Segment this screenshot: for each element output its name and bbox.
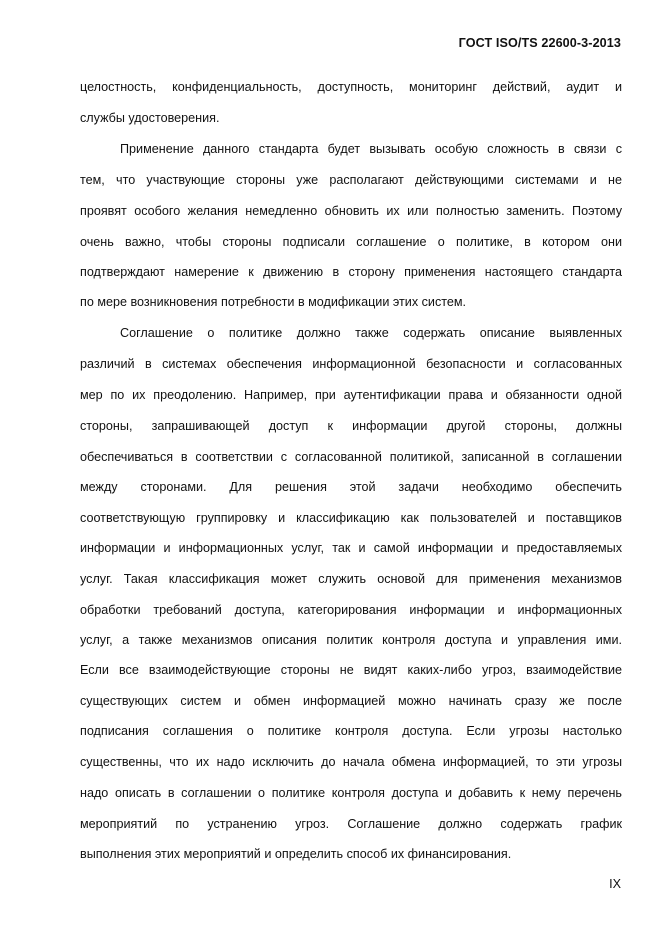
text-line: существенны, что их надо исключить до начала обмена информацией, то эти угрозы	[80, 755, 622, 769]
text-line: надо описать в соглашении о политике контроля доступа и добавить к нему перечень	[80, 786, 622, 800]
text-line: мер по их преодолению. Например, при аутентификации права и обязанности одной	[80, 388, 622, 402]
text-line: услуг. Такая классификация может служить основой для применения механизмов	[80, 572, 622, 586]
text-line: обеспечиваться в соответствии с согласованной политикой, записанной в соглашении	[80, 450, 622, 464]
text-line: Соглашение о политике должно также содержать описание выявленных	[120, 326, 622, 340]
text-line: мероприятий по устранению угроз. Соглашение должно содержать график	[80, 817, 622, 831]
text-line: соответствующую группировку и классификацию как пользователей и поставщиков	[80, 511, 622, 525]
text-line: услуг, а также механизмов описания политик контроля доступа и управления ими.	[80, 633, 622, 647]
text-line: информации и информационных услуг, так и самой информации и предоставляемых	[80, 541, 622, 555]
text-line: подписания соглашения о политике контроля доступа. Если угрозы настолько	[80, 724, 622, 738]
text-line: стороны, запрашивающей доступ к информации другой стороны, должны	[80, 419, 622, 433]
text-line: существующих систем и обмен информацией можно начинать сразу же после	[80, 694, 622, 708]
text-line: очень важно, чтобы стороны подписали соглашение о политике, в котором они	[80, 235, 622, 249]
text-line: проявят особого желания немедленно обновить их или полностью заменить. Поэтому	[80, 204, 622, 218]
text-line: службы удостоверения.	[80, 111, 220, 125]
text-line: Применение данного стандарта будет вызывать особую сложность в связи с	[120, 142, 622, 156]
text-line: подтверждают намерение к движению в сторону применения настоящего стандарта	[80, 265, 622, 279]
text-line: обработки требований доступа, категорирования информации и информационных	[80, 603, 622, 617]
text-line: по мере возникновения потребности в модификации этих систем.	[80, 295, 467, 309]
page-number: IX	[609, 877, 621, 891]
text-line: тем, что участвующие стороны уже располагают действующими системами и не	[80, 173, 622, 187]
text-line: выполнения этих мероприятий и определить способ их финансирования.	[80, 847, 512, 861]
text-line: между сторонами. Для решения этой задачи необходимо обеспечить	[80, 480, 622, 494]
document-standard-header: ГОСТ ISO/TS 22600-3-2013	[458, 36, 621, 50]
text-line: различий в системах обеспечения информационной безопасности и согласованных	[80, 357, 622, 371]
text-line: целостность, конфиденциальность, доступность, мониторинг действий, аудит и	[80, 80, 622, 94]
text-line: Если все взаимодействующие стороны не видят каких-либо угроз, взаимодействие	[80, 663, 622, 677]
